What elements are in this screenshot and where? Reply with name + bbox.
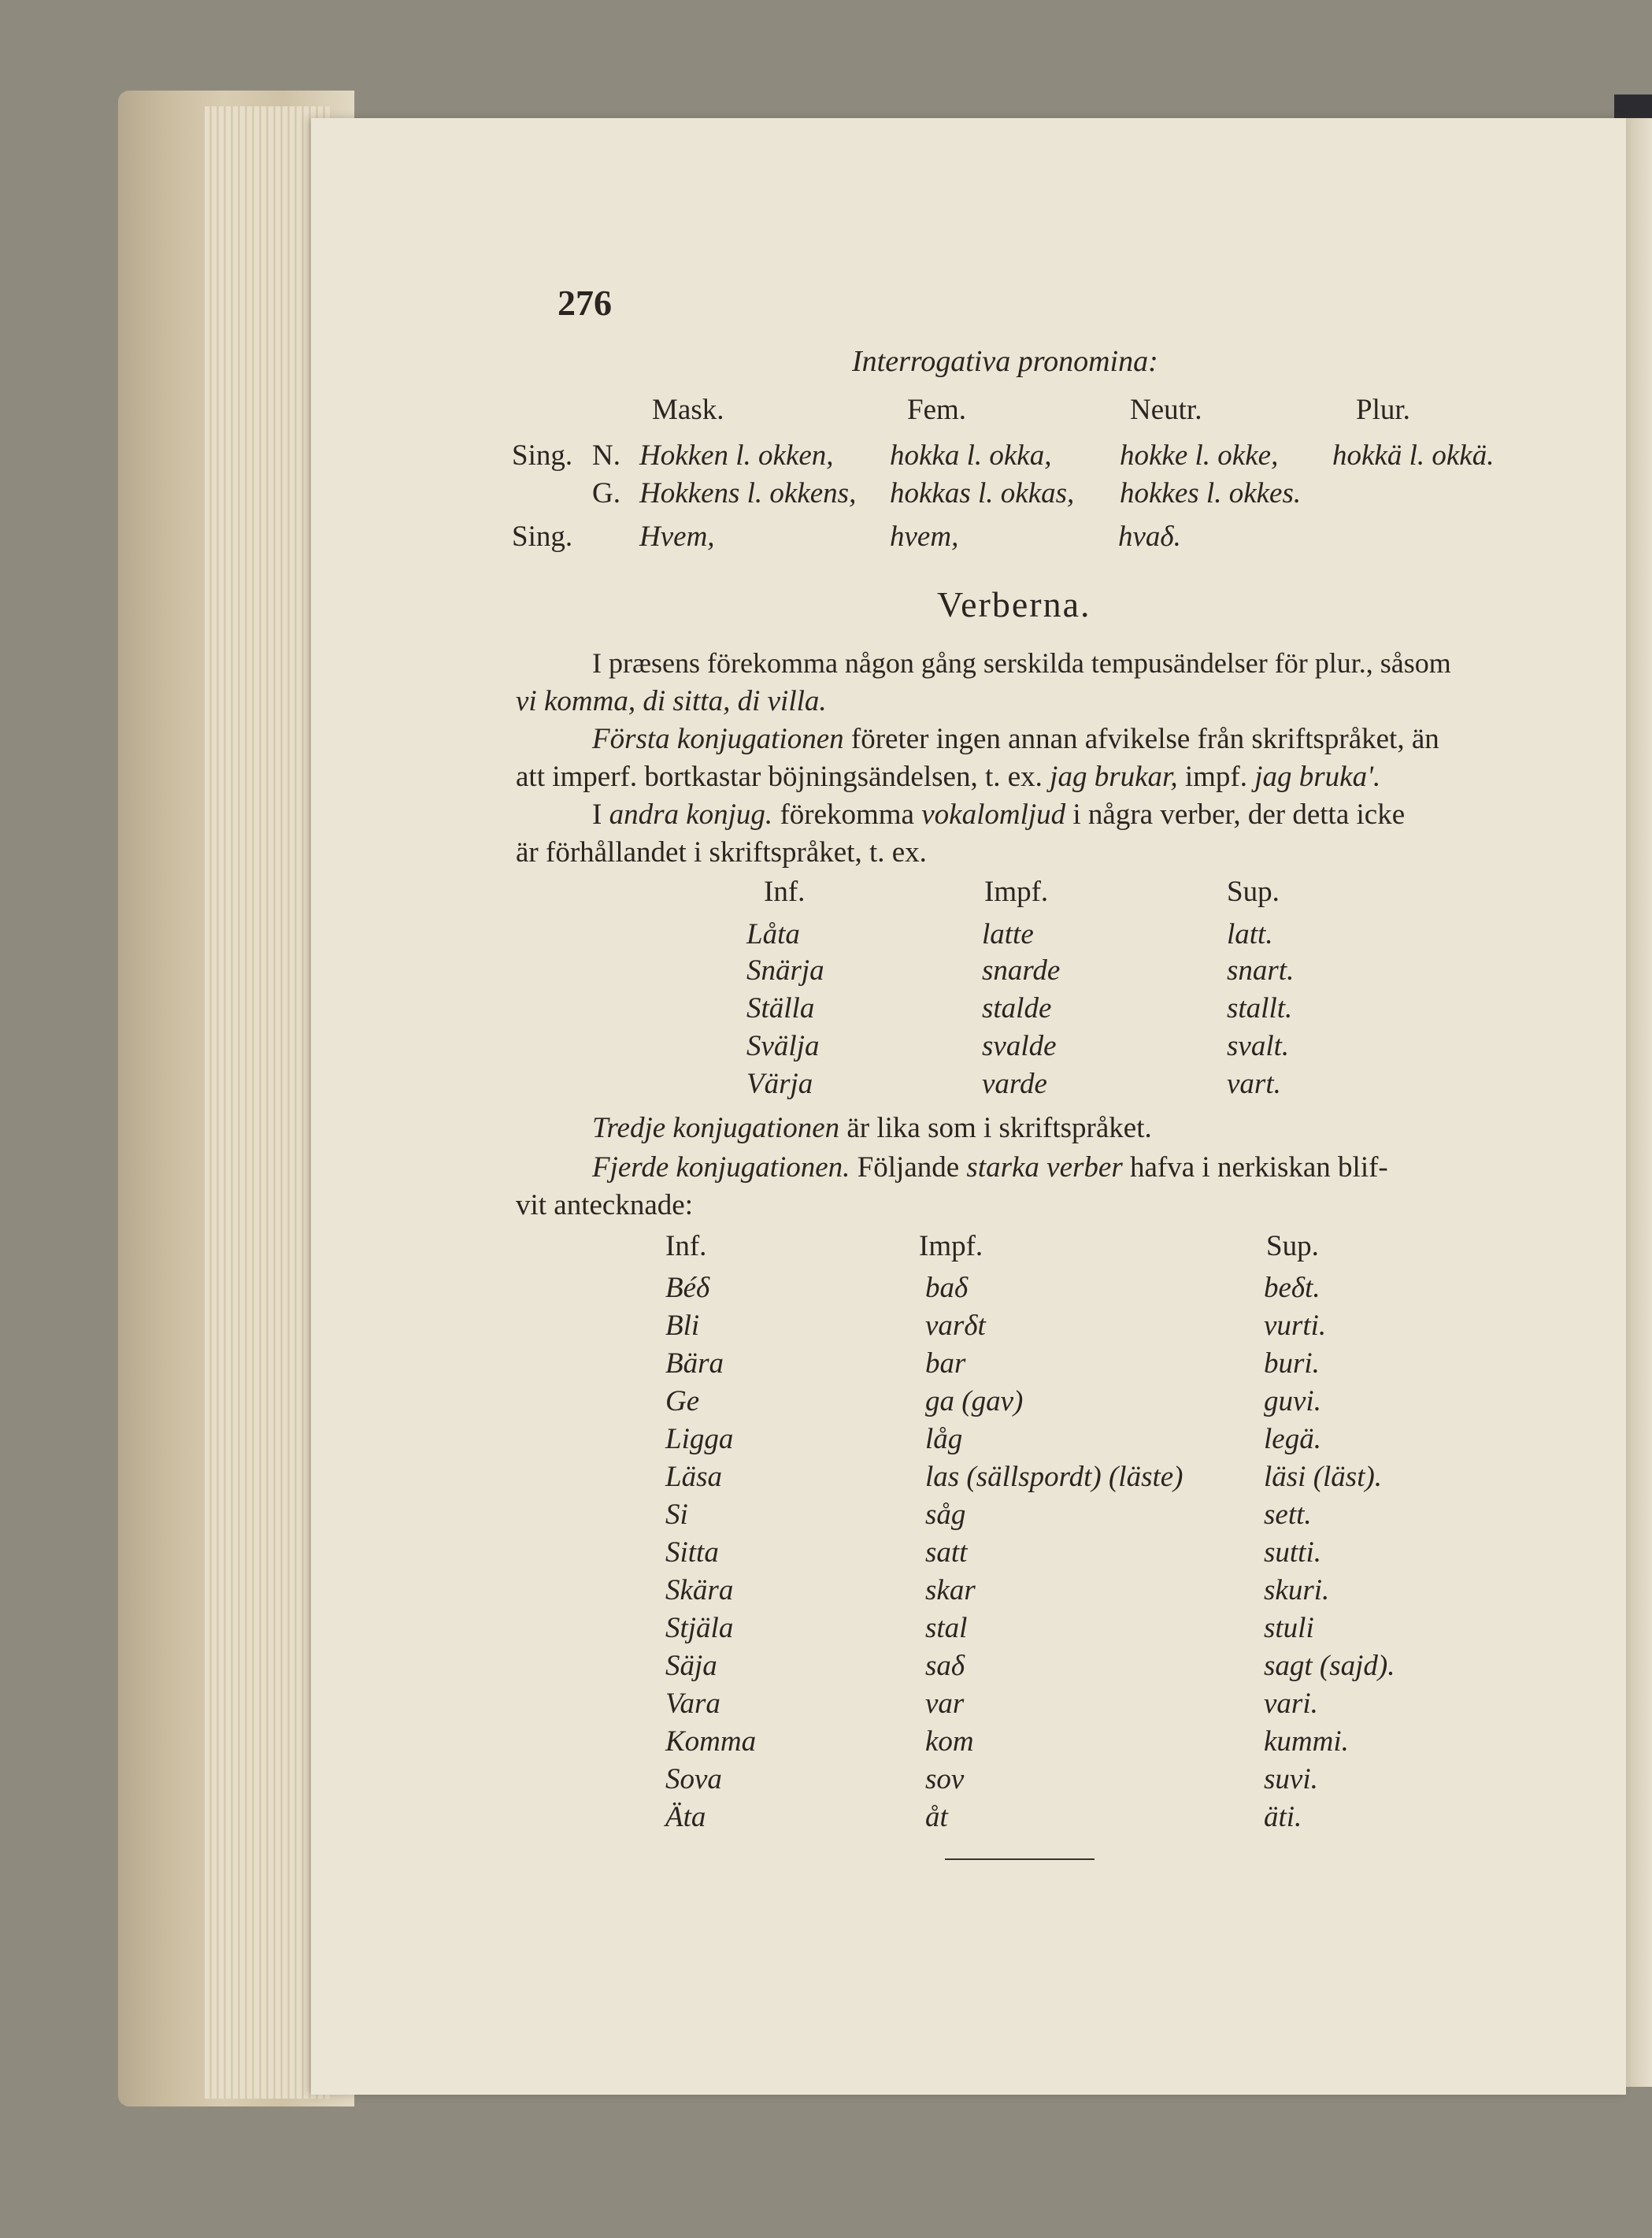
verb-inf: Säja xyxy=(665,1650,717,1682)
verb-impf: såg xyxy=(925,1499,966,1531)
verb-inf: Sitta xyxy=(665,1536,719,1569)
pronoun-cell: hokkä l. okkä. xyxy=(1332,439,1495,472)
pronoun-cell: hokke l. okke, xyxy=(1120,439,1279,472)
pronoun-cell: hvem, xyxy=(890,521,959,553)
verb-sup: sagt (sajd). xyxy=(1264,1650,1395,1682)
paragraph-line xyxy=(592,1113,1152,1143)
verb-sup: guvi. xyxy=(1264,1385,1321,1417)
verb-sup: latt. xyxy=(1227,918,1273,950)
verb-impf: las (sällspordt) (läste) xyxy=(925,1461,1183,1493)
verb-sup: vurti. xyxy=(1264,1310,1327,1342)
verb-inf: Låta xyxy=(746,918,800,950)
closing-rule xyxy=(945,1858,1095,1860)
verb-impf: latte xyxy=(982,918,1034,950)
verb-impf: stal xyxy=(925,1612,968,1644)
verb-impf: saδ xyxy=(925,1650,965,1682)
verb-sup: vari. xyxy=(1264,1688,1318,1720)
text: att imperf. bortkastar böjningsändelsen, t. ex. xyxy=(516,761,1043,793)
verb-sup: buri. xyxy=(1264,1347,1320,1380)
pronoun-cell: Hokkens l. okkens, xyxy=(639,477,857,509)
verb-inf: Äta xyxy=(665,1801,706,1833)
text: Följande xyxy=(857,1151,960,1184)
pronoun-cell: hokka l. okka, xyxy=(890,439,1052,472)
verb-inf: Svälja xyxy=(746,1030,820,1062)
verb-inf: Vara xyxy=(665,1688,720,1720)
col-header-mask: Mask. xyxy=(652,394,724,426)
verb-sup: sutti. xyxy=(1264,1536,1321,1569)
verb-inf: Sova xyxy=(665,1763,722,1795)
verb-impf: kom xyxy=(925,1725,974,1758)
verb-inf: Läsa xyxy=(665,1461,722,1493)
verb-sup: läsi (läst). xyxy=(1264,1461,1383,1493)
pronoun-cell: hvaδ. xyxy=(1118,521,1181,553)
verb-sup: stuli xyxy=(1264,1612,1314,1644)
verb-impf: stalde xyxy=(982,992,1052,1025)
col-header-inf: Inf. xyxy=(764,876,806,908)
verb-inf: Ligga xyxy=(665,1423,734,1455)
paragraph-line xyxy=(592,800,1405,829)
term: Första konjugationen xyxy=(592,723,844,755)
row-label: Sing. xyxy=(512,439,573,472)
example: jag bruka'. xyxy=(1254,761,1381,793)
verb-impf: var xyxy=(925,1688,965,1720)
verb-impf: snarde xyxy=(982,954,1061,987)
verb-sup: kummi. xyxy=(1264,1725,1349,1758)
paragraph-line: vi komma, di sitta, di villa. xyxy=(516,685,827,717)
row-case: G. xyxy=(592,477,620,509)
verb-impf: varde xyxy=(982,1068,1047,1100)
facing-page-edge xyxy=(1624,118,1652,2087)
verb-inf: Värja xyxy=(746,1068,813,1100)
verb-impf: varδt xyxy=(925,1310,986,1342)
verb-impf: baδ xyxy=(925,1272,969,1304)
col-header-sup: Sup. xyxy=(1227,876,1280,908)
paragraph-line: är förhållandet i skriftspråket, t. ex. xyxy=(516,836,927,869)
verb-sup: äti. xyxy=(1264,1801,1302,1833)
verb-sup: stallt. xyxy=(1227,992,1293,1025)
verb-sup: beδt. xyxy=(1264,1272,1320,1304)
verb-sup: vart. xyxy=(1227,1068,1281,1100)
row-case: N. xyxy=(592,439,620,472)
page-number: 276 xyxy=(557,283,612,323)
verb-inf: Ge xyxy=(665,1385,700,1417)
text: är lika som i skriftspråket. xyxy=(846,1112,1152,1144)
paragraph-line xyxy=(592,1153,1388,1182)
col-header-sup: Sup. xyxy=(1266,1230,1319,1262)
verb-inf: Ställa xyxy=(746,992,815,1025)
section-heading: Verberna. xyxy=(937,584,1091,624)
verb-impf: ga (gav) xyxy=(925,1385,1024,1417)
text: företer ingen annan afvikelse från skriftspråket, än xyxy=(850,723,1439,755)
col-header-impf: Impf. xyxy=(984,876,1049,908)
verb-inf: Béδ xyxy=(665,1272,710,1304)
term: starka verber xyxy=(966,1151,1123,1184)
verb-impf: satt xyxy=(925,1536,968,1569)
paragraph-line xyxy=(592,724,1439,754)
verb-sup: skuri. xyxy=(1264,1574,1330,1606)
term: vokalomljud xyxy=(921,798,1066,831)
verb-impf: skar xyxy=(925,1574,976,1606)
verb-inf: Si xyxy=(665,1499,688,1531)
verb-impf: svalde xyxy=(982,1030,1057,1062)
text: i några verber, der detta icke xyxy=(1072,798,1406,831)
term: Fjerde konjugationen. xyxy=(592,1151,850,1184)
pronoun-cell: hokkes l. okkes. xyxy=(1120,477,1302,509)
verb-sup: snart. xyxy=(1227,954,1295,987)
verb-sup: suvi. xyxy=(1264,1763,1318,1795)
pronoun-cell: Hvem, xyxy=(639,521,715,553)
text: I xyxy=(592,798,602,831)
col-header-plur: Plur. xyxy=(1356,394,1410,426)
section-title: Interrogativa pronomina: xyxy=(852,345,1158,378)
example: jag brukar, xyxy=(1050,761,1178,793)
verb-inf: Bära xyxy=(665,1347,724,1380)
verb-inf: Komma xyxy=(665,1725,757,1758)
text: impf. xyxy=(1184,761,1247,793)
paragraph-line: vit antecknade: xyxy=(516,1189,693,1221)
verb-impf: låg xyxy=(925,1423,963,1455)
text: hafva i nerkiskan blif- xyxy=(1130,1151,1388,1184)
col-header-fem: Fem. xyxy=(907,394,967,426)
verb-inf: Snärja xyxy=(746,954,824,987)
row-label: Sing. xyxy=(512,521,573,553)
pronoun-cell: Hokken l. okken, xyxy=(639,439,834,472)
verb-sup: sett. xyxy=(1264,1499,1312,1531)
paragraph-line xyxy=(516,762,1380,791)
col-header-impf: Impf. xyxy=(919,1230,983,1262)
verb-inf: Skära xyxy=(665,1574,734,1606)
col-header-neutr: Neutr. xyxy=(1130,394,1202,426)
col-header-inf: Inf. xyxy=(665,1230,707,1262)
verb-impf: åt xyxy=(925,1801,948,1833)
paragraph-line: I præsens förekomma någon gång serskilda tempusändelser för plur., såsom xyxy=(592,647,1451,679)
verb-inf: Stjäla xyxy=(665,1612,734,1644)
verb-impf: sov xyxy=(925,1763,965,1795)
verb-sup: legä. xyxy=(1264,1423,1321,1455)
verb-impf: bar xyxy=(925,1347,966,1380)
pronoun-cell: hokkas l. okkas, xyxy=(890,477,1075,509)
text: förekomma xyxy=(780,798,914,831)
verb-sup: svalt. xyxy=(1227,1030,1290,1062)
term: Tredje konjugationen xyxy=(592,1112,840,1144)
verb-inf: Bli xyxy=(665,1310,700,1342)
term: andra konjug. xyxy=(609,798,773,831)
book-page xyxy=(311,118,1626,2095)
